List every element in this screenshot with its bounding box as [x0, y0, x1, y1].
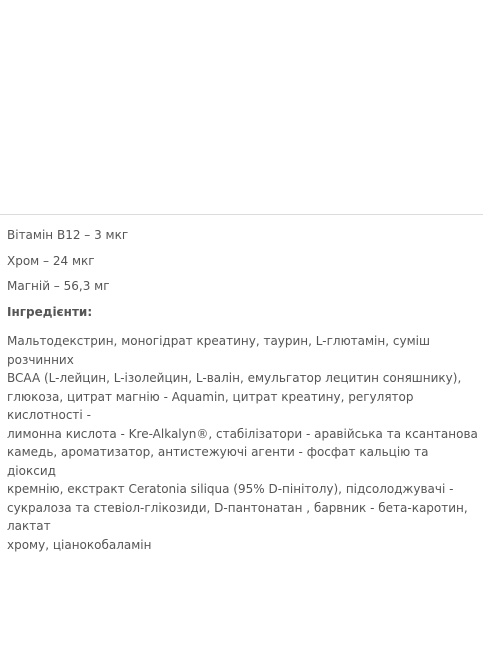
nutrient-chromium: Хром – 24 мкг [7, 253, 95, 268]
nutrient-magnesium: Магній – 56,3 мг [7, 279, 110, 293]
product-description [7, 226, 481, 554]
ingredients-text: Мальтодекстрин, моногідрат креатину, таурин, L-глютамін, суміш розчинних BCAA (L-лейцин, L-ізолейцин, L-валін, емульгатор лецитин соняшнику), глюкоза, цитрат магнію - Aquamin, цитрат креатину, регулятор кислотності - лимонна кислота - Kre-Alkalyn®, стабілізатори - аравійська та ксантанова камедь, ароматизатор, антистежуючі агенти - фосфат кальцію та діоксид кремнію, екстракт Ceratonia siliqua (95% D-пінітолу), підсолоджувачі - сукралоза та стевіол-глікозиди, D-пантонатан , барвник - бета-каротин, лактат хрому, ціанокобаламін [7, 334, 478, 552]
nutrient-vitamin-b12: Вітамін B12 – 3 мкг [7, 228, 129, 242]
divider-line [0, 214, 483, 215]
ingredients-heading: Інгредієнти: [7, 304, 93, 319]
